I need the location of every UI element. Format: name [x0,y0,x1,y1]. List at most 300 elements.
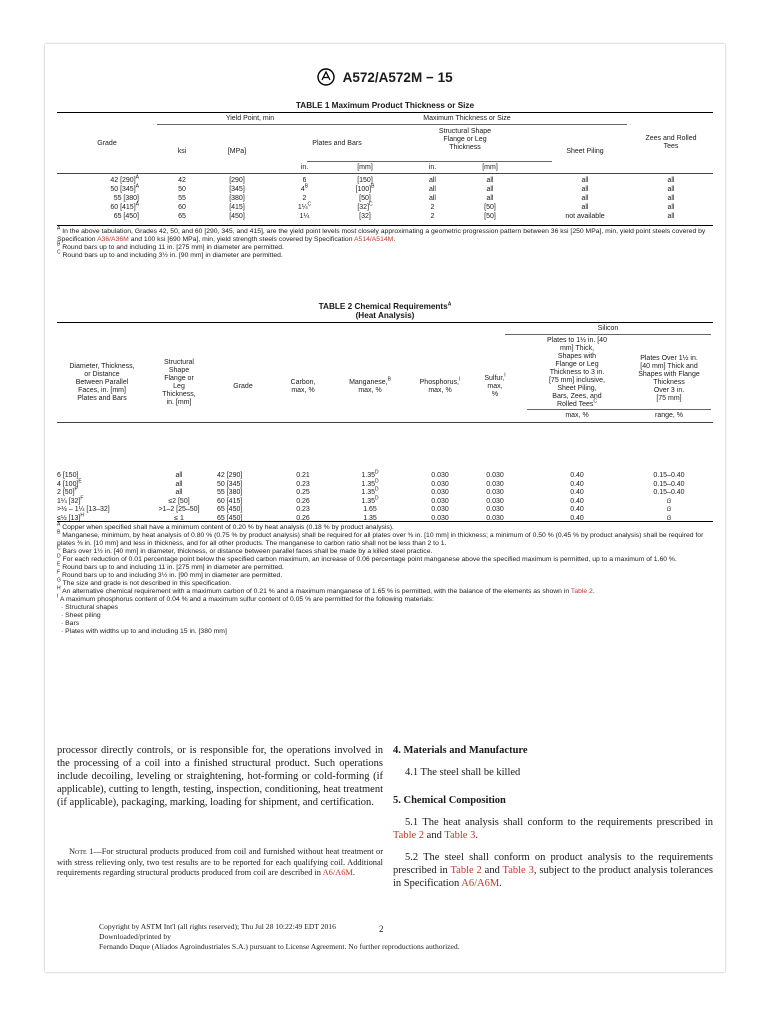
t2-fn-h: An alternative chemical requirement with a maximum carbon of 0.21 % and a maximum manganese of 1.65 % is permitted, with the balance of the elements as shown in [62,588,571,595]
t2-h-si1-8: Bars, Zees, and [552,393,602,400]
table2-cell-str [149,506,209,514]
table2-value-mn: 1.35 [363,514,377,522]
table2-cell-si2 [625,481,713,489]
t2-h-dia-5: Plates and Bars [77,395,127,402]
table1-header-ksi: ksi [177,148,187,155]
table1-cell-grade [57,201,157,212]
table2-cell-c [273,481,333,489]
table1-header-structural [405,128,525,152]
t2-h-dia-1: Diameter, Thickness, [69,363,135,370]
t2-h-p-1: Phosphorus, [419,379,459,386]
table2-footnote-ref: F [80,495,84,502]
table2-value-s: 0.030 [486,480,504,488]
table1-cell-sheet [540,177,630,185]
table2-footnote-d: $^D$ For each reduction of 0.01 percentage point below the specified carbon maximum, an increase of 0.06 percentage point manganese above the specified maximum is permitted, up to a maximum of 1.60 %. [57,553,677,563]
table2-cell-si2 [625,489,713,497]
t2-h-si1-3: Shapes with [557,353,597,360]
astm-logo-icon [317,68,335,89]
table2-cell-si1 [527,472,627,480]
t2-h-c-2: max, % [291,387,315,394]
table1-value-sin: all [428,177,436,184]
table2-header-bottom-rule [57,422,713,423]
table2-cell-dia [57,486,157,497]
table2-header-si2-unit: range, % [654,412,684,419]
table2-value-s: 0.030 [486,506,504,513]
section-4-1: 4.1 The steel shall be killed [405,767,521,778]
t2-fn-a: Copper when specified shall have a minimum content of 0.20 % by heat analysis (0.18 % by product analysis). [62,524,394,531]
t2-fn-d: For each reduction of 0.01 percentage point below the specified carbon maximum, an increase of 0.06 percentage point manganese above the specified maximum is permitted, up to a maximum of 1.60 %. [62,556,677,563]
table2-footnote-i: $^I$ A maximum phosphorus content of 0.04 % and a maximum sulfur content of 0.05 % are permitted for the following materials: [57,593,434,603]
table2-cell-str [149,481,209,489]
table2-cell-s [475,498,515,506]
table2-link[interactable]: Table 2 [450,865,482,876]
table2-value-grade: 65 [450] [217,514,243,522]
table2-cell-si2 [625,506,713,514]
table2-header-sulfur: Sulfur,$^I$ max, % [475,375,515,399]
table2-value-c: 0.21 [296,472,310,479]
t2-h-si1-9: Rolled Tees [556,401,594,408]
note-text: —For structural products produced from coil and furnished without heat treatment or with stress relieving only, two test results are to be reported for each qualifying coil. Additional requirements regarding structural products produced from coil are described in [57,847,384,878]
table1-value-sheet: not available [565,213,605,220]
table2-footnote-g: $^G$ The size and grade is not described in this specification. [57,577,232,587]
table2-footnote-a: $^A$ Copper when specified shall have a minimum content of 0.20 % by heat analysis (0.18 % by product analysis). [57,521,394,531]
t2-h-str-6: in. [mm] [166,399,192,406]
table2-value-c: 0.25 [296,489,310,496]
table1-value-sin: 2 [430,213,435,220]
table2-title-sup: A [447,301,452,308]
table1-cell-ksi [157,213,207,221]
table1-header-structural-line3: Thickness [449,144,481,151]
table1-cell-pmm [335,183,395,194]
t2-h-str-1: Structural [164,359,194,366]
t2-h-si2-4: Thickness [653,379,685,386]
table2-header-carbon [273,379,333,395]
table2-footnote-ref: D [375,486,379,493]
s52-pre: 5.2 The steel shall conform on product analysis to the requirements prescribed in [393,852,713,876]
table1-cell-pmm [335,213,395,221]
table2-cell-dia [57,478,157,489]
table1-header-mm1: [mm] [357,164,373,171]
table2-bottom-rule [57,521,713,522]
table2-value-si2: G [666,507,672,513]
table1-value-smm: [50] [484,204,496,211]
table2-value-str: ≤ 1 [174,514,184,522]
table1-value-mpa: [290] [229,177,245,184]
table2-value-p: 0.030 [431,489,449,496]
table2-cell-mn [335,506,405,514]
t2-h-dia-4: Faces, in. [mm] [78,387,126,394]
table2-cell-p [405,472,475,480]
t2-h-si1-7: Sheet Piling, [557,385,597,392]
table1-value-mpa: [380] [229,195,245,202]
table2-value-si1: 0.40 [570,514,584,522]
s52-post: . [499,878,502,889]
table2-value-si1: 0.40 [570,489,584,496]
t2-h-c-1: Carbon, [290,379,316,386]
table2-header-silicon-thin: Plates to 1½ in. [40 mm] Thick, Shapes with Flange or Leg Thickness to 3 in. [75 mm] inclusive, Sheet Piling, Bars, Zees, and Rolled Tees$^C$ [527,337,627,409]
table2-value-mn: 1.65 [363,506,377,513]
t2-fn-i-item-2: · Sheet piling [61,612,101,619]
s51-pre: 5.1 The heat analysis shall conform to the requirements prescribed in [405,817,713,828]
table1-value-grade: 50 [345] [110,186,136,193]
table2-footnote-ref: H [80,512,84,519]
spec-link-a6[interactable]: A6/A6M [461,878,500,889]
table1-cell-sheet [540,195,630,203]
license-line: Fernando Duque (Aliados Agroindustriales S.A.) pursuant to License Agreement. No further reproductions authorized. [99,942,460,951]
table2-footnote-ref: F [74,486,78,493]
t2-h-s-2: max, [487,383,503,390]
table1-footnote-ref: B [371,183,375,190]
t2-fn-i: A maximum phosphorus content of 0.04 % and a maximum sulfur content of 0.05 % are permitted for the following materials: [59,596,434,603]
table2-value-dia: 6 [150] [57,472,79,479]
table2-value-dia: 2 [50] [57,489,75,496]
table1-header-in1: in. [300,164,309,171]
table1-value-grade: 55 [380] [113,195,139,202]
table1-value-ksi: 65 [178,213,186,220]
table2-value-si2: 0.15–0.40 [653,489,685,496]
table1-value-pin: 4 [300,186,305,193]
table2-value-p: 0.030 [431,480,449,488]
table1-cell-pin [277,201,332,212]
table2-cell-c [273,498,333,506]
t2-h-si1-1: Plates to 1½ in. [40 [547,337,607,344]
table1-value-zees: all [667,177,675,184]
t2-fn-c: Bars over 1½ in. [40 mm] in diameter, thickness, or distance between parallel faces shall be made by a killed steel practice. [62,548,433,555]
t2-h-si1-2: mm] Thick, [559,345,595,352]
table2-header-phosphorus: Phosphorus,$^I$ max, % [405,379,475,395]
table2-header-si1-unit: max, % [565,412,589,419]
table1-footnote-b: $^B$ Round bars up to and including 11 in. [275 mm] in diameter are permitted. [57,241,284,251]
table2-link[interactable]: Table 2 [393,830,425,841]
t1-fn-b-text: Round bars up to and including 11 in. [275 mm] in diameter are permitted. [62,244,284,251]
table1-value-pmm: [50] [359,195,371,202]
t2-h-si1-4: Flange or Leg [555,361,599,368]
document-header [45,68,725,89]
table1-header-structural-line1: Structural Shape [438,128,492,135]
table2-footnote-h: $^H$ An alternative chemical requirement with a maximum carbon of 0.21 % and a maximum manganese of 1.65 % is permitted, with the balance of the elements as shown in Table 2. [57,585,595,595]
table1-cell-sheet [540,213,630,221]
table1-cell-pmm [335,177,395,185]
table1-value-mpa: [450] [229,213,245,220]
table2-cell-str [149,472,209,480]
table1-header-zees [630,135,712,151]
table1-value-mpa: [345] [229,186,245,193]
section-5-2 [393,851,713,890]
table1-footnote-ref: A [135,183,139,190]
table1-header-sheet-piling: Sheet Piling [566,148,604,155]
table2-value-grade: 65 [450] [217,506,243,513]
table1-value-smm: all [486,195,494,202]
t2-h-str-5: Thickness, [162,391,196,398]
table2-subtitle: (Heat Analysis) [355,311,415,320]
table2-value-dia: 4 [100] [57,480,79,488]
table1-cell-pmm [335,201,395,212]
table1-cell-pin [277,183,332,194]
table2-value-grade: 50 [345] [217,480,243,488]
t2-h-si2-1: Plates Over 1½ in. [640,355,698,362]
t2-h-s-3: % [491,391,499,398]
table1-value-grade: 60 [415] [110,204,136,211]
table1-value-pmm: [100] [355,186,372,193]
body-left-paragraph: processor directly controls, or is responsible for, the operations involved in the processing of a coil into a finished structural product. Such operations include decoiling, leveling or straightening, hot-forming or cold-forming (if applicable), cutting to length, testing, inspection, conditioning, heat treatment (if applicable), packaging, marking, loading for shipment, and certification. [57,745,383,808]
table1-value-sheet: all [581,177,589,184]
table2-value-s: 0.030 [486,514,504,522]
table1-footnote-a: $^A$ In the above tabulation, Grades 42, 50, and 60 [290, 345, and 415], are the yield point levels most closely approximating a geometric progression pattern between 36 ksi [250 MPa], min, yield point steels covered by Specification A36/A36M and 100 ksi [690 MPa], min, yield strength steels covered by Specification A514/A514M. [57,225,706,243]
table1-footnote-ref: A [135,174,139,181]
table1-value-zees: all [667,204,675,211]
table2-value-mn: 1.35 [361,489,375,496]
table1-cell-grade [57,213,157,221]
spec-link-a514[interactable]: A514/A514M [354,236,394,243]
table2-title-text: TABLE 2 Chemical Requirements [318,302,448,311]
table1-cell-pin [277,195,332,203]
table2-cell-mn [335,478,405,489]
table2-value-str: all [175,480,183,488]
t2-h-str-4: Leg [173,383,185,390]
t2-fn-g: The size and grade is not described in this specification. [62,580,232,587]
table2-header-diameter [57,363,147,403]
table2-value-p: 0.030 [431,514,449,522]
table1-cell-zees [630,204,712,212]
table1-value-pmm: [150] [357,177,373,184]
table1-footnote-ref: C [369,201,373,208]
table2-cell-grade [217,489,277,497]
table1-cell-zees [630,195,712,203]
table1-title: TABLE 1 Maximum Product Thickness or Size [295,101,475,110]
table3-link[interactable]: Table 3 [444,830,476,841]
t2-h-si2-2: [40 mm] Thick and [640,363,698,370]
table2-value-si2: 0.15–0.40 [653,472,685,479]
table2-value-si2: G [666,498,672,505]
table1-header-bottom-rule [57,173,713,174]
table1-value-pin: 1¼ [297,204,308,211]
table1-cell-sin [405,177,460,185]
t2-h-si2-3: Shapes with Flange [638,371,700,378]
table1-footnote-c: $^C$ Round bars up to and including 3½ in. [90 mm] in diameter are permitted. [57,249,283,259]
t2-fn-i-item-1: · Structural shapes [61,604,119,611]
table2-value-c: 0.23 [296,480,310,488]
table2-cell-str [149,498,209,506]
copyright-footer [99,922,460,952]
t2-h-s-1: Sulfur, [484,375,505,382]
t2-h-si1-5: Thickness to 3 in. [549,369,605,376]
table1-cell-grade [57,195,157,203]
table1-cell-smm [460,186,520,194]
table1-cell-zees [630,177,712,185]
table2-header-grade: Grade [233,383,253,390]
table2-value-str: ≤2 [50] [168,497,190,505]
table2-value-grade: 55 [380] [217,489,243,496]
table1-thickness-group-header: Maximum Thickness or Size [423,115,511,122]
t2-fn-b: Manganese, minimum, by heat analysis of 0.80 % (0.75 % by product analysis) shall be required for all plates over ⅜ in. [10 mm] in thickness; a minimum of 0.50 % (0.45 % by product analysis) shall be required for plates ⅜ in. [10 mm] and less in thickness, and for all other products. The manganese to carbon ratio shall not be less than 2 to 1. [57,532,704,547]
table2-cell-c [273,506,333,514]
table2-link[interactable]: Table 2 [570,588,593,595]
table1-cell-ksi [157,177,207,185]
document-page [45,44,725,972]
table2-cell-s [475,472,515,480]
table1-cell-grade [57,174,157,185]
table2-value-si2: 0.15–0.40 [653,480,685,488]
table2-footnote-f: $^F$ Round bars up to and including 3½ in. [90 mm] in diameter are permitted. [57,569,283,579]
table1-value-sin: all [428,195,436,202]
table2-cell-grade [217,472,277,480]
table3-link[interactable]: Table 3 [502,865,534,876]
table1-cell-sin [405,213,460,221]
t2-fn-f: Round bars up to and including 3½ in. [90 mm] in diameter are permitted. [61,572,283,579]
table2-value-si1: 0.40 [570,506,584,513]
table2-cell-grade [217,506,277,514]
table1-value-smm: [50] [484,213,496,220]
table2-cell-grade [217,498,277,506]
table1-cell-mpa [207,195,267,203]
table2-header-silicon-thick [625,355,713,403]
table1-header-grade: Grade [97,140,117,147]
table2-footnote-e: $^E$ Round bars up to and including 11 in. [275 mm] in diameter are permitted. [57,561,284,571]
download-line: Downloaded/printed by [99,932,171,941]
table2-value-s: 0.030 [486,472,504,479]
table2-value-p: 0.030 [431,472,449,479]
s51-mid: and [424,830,445,841]
section-5-1 [393,816,713,842]
table2-header-silicon: Silicon [597,325,619,332]
table1-value-zees: all [667,186,675,193]
t2-fn-i-item-4: · Plates with widths up to and including 15 in. [380 mm] [61,628,227,635]
table2-cell-si1 [527,506,627,514]
table1-value-zees: all [667,195,675,202]
table1-yield-group-header: Yield Point, min [225,115,275,122]
table2-cell-c [273,472,333,480]
table2-cell-str [149,489,209,497]
table2-value-c: 0.26 [296,514,310,522]
table2-cell-s [475,481,515,489]
table1-value-zees: all [667,213,675,220]
table1-value-smm: all [486,177,494,184]
table1-header-mm2: [mm] [482,164,498,171]
table2-cell-mn [335,495,405,506]
table1-footnotes [57,225,713,260]
table2-value-mn: 1.35 [361,472,375,479]
t1-fn-a-mid: and 100 ksi [690 MPa], min, yield strength steels covered by Specification [128,236,354,243]
table2-value-grade: 42 [290] [217,472,243,479]
table1-bottom-rule [57,225,713,226]
t2-h-dia-2: or Distance [84,371,120,378]
table2-footnotes [57,521,713,636]
table2-value-p: 0.030 [431,497,449,505]
table2-cell-si2 [625,498,713,506]
t2-h-dia-3: Between Parallel [75,379,129,386]
table1-cell-grade [57,183,157,194]
s52-mid2: , subject to the product analysis tolerances in Specification [393,865,713,889]
table1-value-ksi: 55 [178,195,186,202]
table2-cell-p [405,506,475,514]
table1-value-pin: 2 [302,195,307,202]
table2-value-mn: 1.35 [361,497,375,505]
table2-cell-dia [57,495,157,506]
note-post: . [352,868,355,878]
section-4-heading: 4. Materials and Manufacture [393,745,528,756]
table1-value-sin: 2 [430,204,435,211]
table1-value-ksi: 42 [178,177,186,184]
table2-value-s: 0.030 [486,489,504,496]
table2-footnote-ref: D [375,478,379,485]
s51-post: . [475,830,478,841]
t2-h-mn-2: max, % [358,387,382,394]
table2-cell-mn [335,469,405,480]
table1-cell-sin [405,204,460,212]
copyright-line: Copyright by ASTM Int'l (all rights reserved); Thu Jul 28 10:22:49 EDT 2016 [99,922,336,931]
table1-cell-mpa [207,213,267,221]
spec-link-a6[interactable]: A6/A6M [322,868,353,878]
table2-footnote-b: $^B$ Manganese, minimum, by heat analysis of 0.80 % (0.75 % by product analysis) shall be required for all plates over ⅜ in. [10 mm] in thickness; a minimum of 0.50 % (0.45 % by product analysis) shall be required for plates ⅜ in. [10 mm] and less in thickness, and for all other products. The manganese to carbon ratio shall not be less than 2 to 1. [57,529,704,547]
table1-cell-mpa [207,186,267,194]
page-number: 2 [379,924,384,934]
table1-cell-smm [460,204,520,212]
table2-header-structural [149,359,209,407]
table1-value-pmm: [32] [359,213,371,220]
table1-cell-sheet [540,204,630,212]
table1-value-sin: all [428,186,436,193]
section-5-heading: 5. Chemical Composition [393,795,506,806]
table2-value-si1: 0.40 [570,497,584,505]
table2-value-c: 0.23 [296,506,310,513]
table2-value-dia: ≤½ [13] [57,514,81,522]
table1-cell-smm [460,195,520,203]
note-1 [57,847,383,879]
table1-value-smm: all [486,186,494,193]
table1-cell-pin [277,213,332,221]
table1-value-ksi: 60 [178,204,186,211]
table1-cell-sheet [540,186,630,194]
table1-cell-mpa [207,177,267,185]
table2-unit-rule [527,409,711,410]
table1-header-zees-line1: Zees and Rolled [645,135,697,142]
table2-cell-dia [57,506,157,514]
table2-top-rule [57,322,713,323]
table1-cell-zees [630,213,712,221]
table2-cell-si1 [527,481,627,489]
table1-cell-smm [460,213,520,221]
t2-h-si1-6: [75 mm] inclusive, [548,377,606,384]
table1-group-rule [157,124,627,125]
table1-unit-rule [307,161,552,162]
table1-header-plates: Plates and Bars [312,140,362,147]
table2-cell-dia [57,472,157,480]
table2-cell-p [405,489,475,497]
table1-value-pin: 6 [302,177,307,184]
table1-value-grade: 42 [290] [110,177,136,184]
table2-cell-grade [217,481,277,489]
t2-fn-i-item-3: · Bars [61,620,80,627]
table2-footnote-ref: E [78,478,82,485]
table2-value-s: 0.030 [486,497,504,505]
table2-value-mn: 1.35 [361,480,375,488]
table1-cell-ksi [157,195,207,203]
table2-value-si1: 0.40 [570,480,584,488]
table2-cell-p [405,481,475,489]
table1-cell-smm [460,177,520,185]
table2-value-c: 0.26 [296,497,310,505]
table2-footnote-c: $^C$ Bars over 1½ in. [40 mm] in diameter, thickness, or distance between parallel faces shall be made by a killed steel practice. [57,545,433,555]
table1-footnote-ref: B [304,183,309,190]
table1-value-pin: 1¼ [299,213,310,220]
spec-link-a36[interactable]: A36/A36M [97,236,129,243]
table2-footnote-ref: D [375,495,379,502]
table1-top-rule [57,112,713,113]
table2-value-p: 0.030 [431,506,449,513]
table2-cell-s [475,506,515,514]
document-title: A572/A572M − 15 [342,70,453,86]
table1-cell-ksi [157,204,207,212]
